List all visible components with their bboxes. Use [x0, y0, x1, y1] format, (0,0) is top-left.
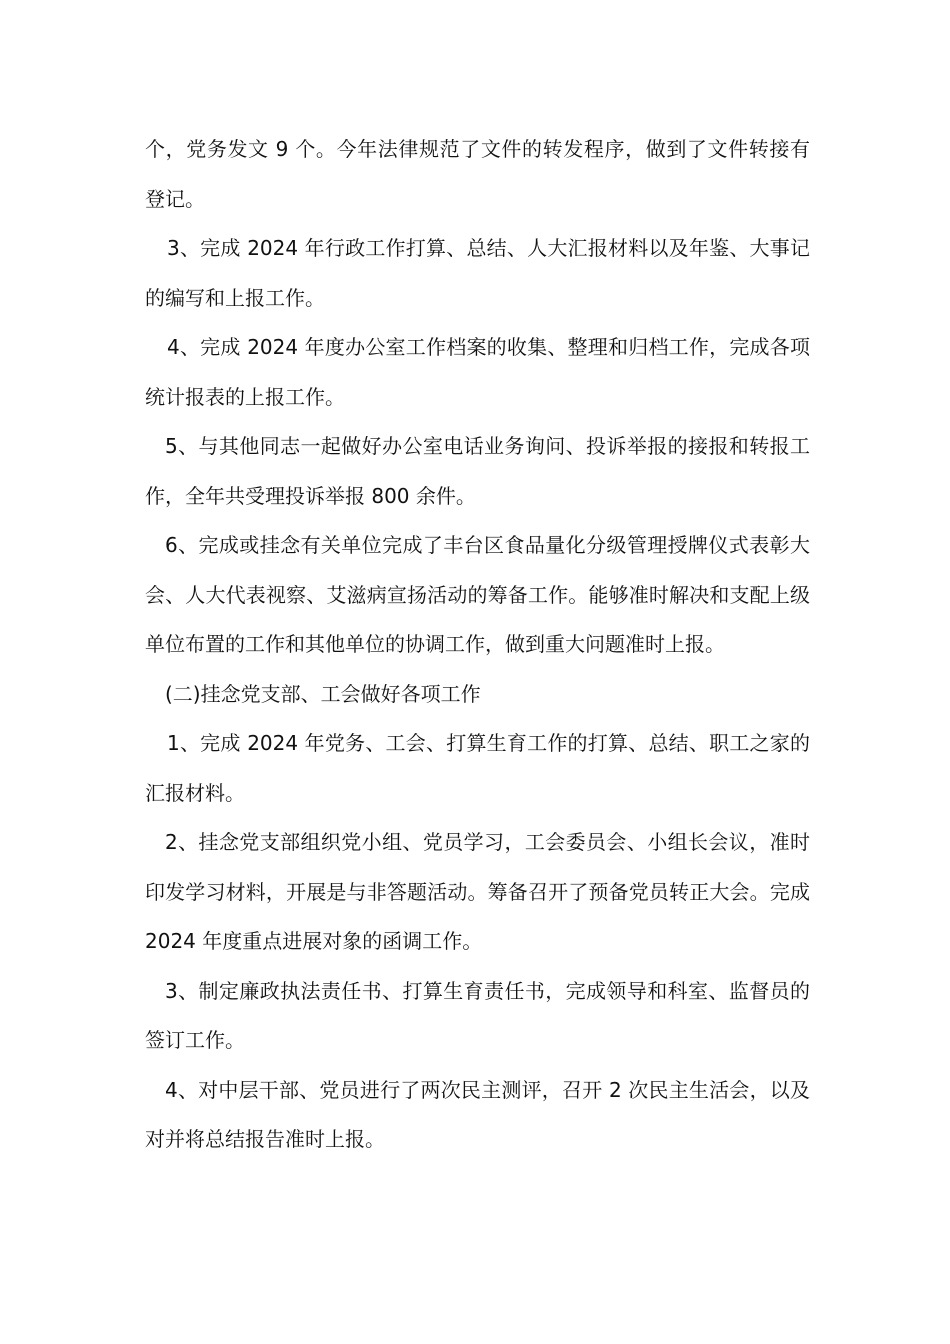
section-heading-2: (二)挂念党支部、工会做好各项工作 — [165, 681, 481, 706]
paragraph-subitem-2: 2、挂念党支部组织党小组、党员学习，工会委员会、小组长会议，准时印发学习材料，开展是与非答题活动。筹备召开了预备党员转正大会。完成 2024 年度重点进展对象的函调工作。 — [145, 830, 810, 953]
paragraph-item-6: 6、完成或挂念有关单位完成了丰台区食品量化分级管理授牌仪式表彰大会、人大代表视察、艾滋病宣扬活动的筹备工作。能够准时解决和支配上级单位布置的工作和其他单位的协调工作，做到重大问题准时上报。 — [145, 533, 810, 656]
paragraph-subitem-4: 4、对中层干部、党员进行了两次民主测评，召开 2 次民主生活会，以及对并将总结报告准时上报。 — [145, 1077, 810, 1151]
paragraph-subitem-1: 1、完成 2024 年党务、工会、打算生育工作的打算、总结、职工之家的汇报材料。 — [145, 731, 810, 805]
paragraph-continuation: 个，党务发文 9 个。今年法律规范了文件的转发程序，做到了文件转接有登记。 — [145, 137, 810, 211]
paragraph-item-3: 3、完成 2024 年行政工作打算、总结、人大汇报材料以及年鉴、大事记的编写和上报工作。 — [145, 236, 810, 310]
document-body — [145, 125, 810, 1165]
paragraph-item-5: 5、与其他同志一起做好办公室电话业务询问、投诉举报的接报和转报工作，全年共受理投诉举报 800 余件。 — [145, 434, 810, 508]
paragraph-item-4: 4、完成 2024 年度办公室工作档案的收集、整理和归档工作，完成各项统计报表的上报工作。 — [145, 335, 810, 409]
paragraph-subitem-3: 3、制定廉政执法责任书、打算生育责任书，完成领导和科室、监督员的签订工作。 — [145, 978, 810, 1052]
